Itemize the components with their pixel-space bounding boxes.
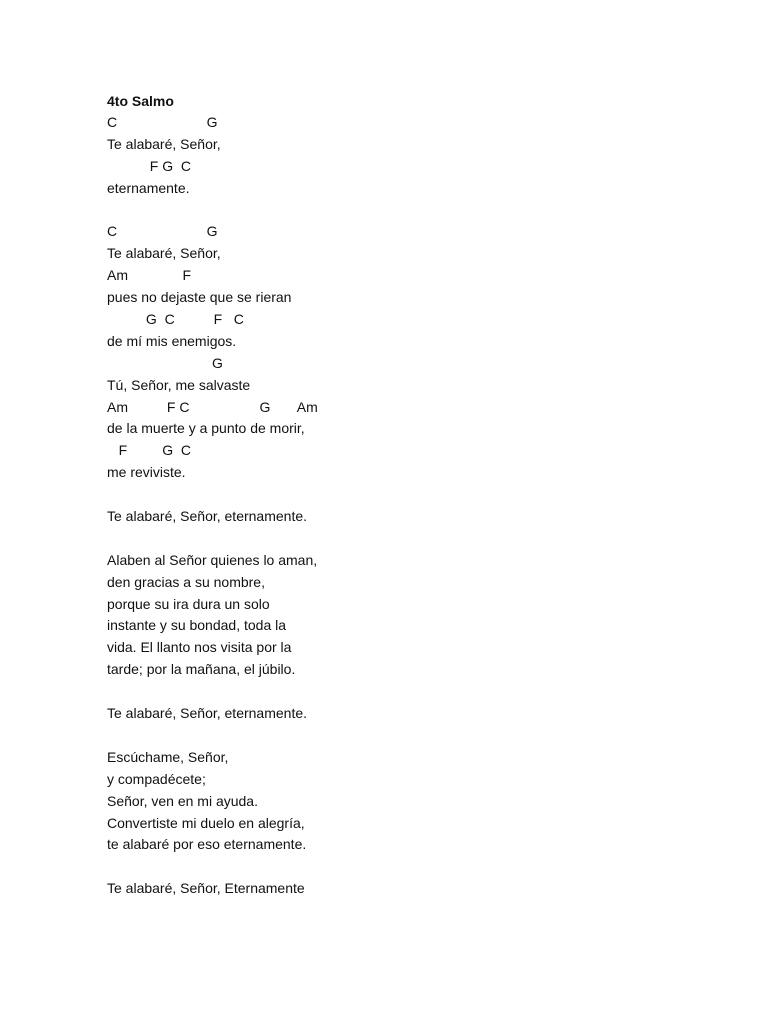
blank-line: [107, 528, 707, 550]
chord-line: Am F: [107, 267, 192, 284]
lyric-line: Señor, ven en mi ayuda.: [107, 792, 258, 809]
lyric-line: Escúchame, Señor,: [107, 748, 229, 765]
lyric-line: me reviviste.: [107, 464, 186, 481]
song-body: [107, 112, 707, 900]
lyric-line: de mí mis enemigos.: [107, 332, 237, 349]
chord-line: F G C: [107, 442, 192, 459]
lyric-line: Te alabaré, Señor, Eternamente: [107, 880, 305, 897]
lyric-line: Te alabaré, Señor, eternamente.: [107, 705, 308, 722]
lyric-line: Te alabaré, Señor,: [107, 135, 221, 152]
chord-line: G: [107, 354, 223, 371]
lyric-line: pues no dejaste que se rieran: [107, 289, 292, 306]
lyric-line: de la muerte y a punto de morir,: [107, 420, 305, 437]
lyric-line: Alaben al Señor quienes lo aman,: [107, 551, 318, 568]
blank-line: [107, 200, 707, 222]
lyric-line: den gracias a su nombre,: [107, 573, 265, 590]
chord-line: Am F C G Am: [107, 398, 318, 415]
lyric-line: tarde; por la mañana, el júbilo.: [107, 661, 296, 678]
blank-line: [107, 725, 707, 747]
chord-line: C G: [107, 114, 218, 130]
chord-line: C G: [107, 223, 218, 240]
lyric-line: te alabaré por eso eternamente.: [107, 836, 307, 853]
lyric-line: Convertiste mi duelo en alegría,: [107, 814, 305, 831]
lyric-line: instante y su bondad, toda la: [107, 617, 287, 634]
blank-line: [107, 856, 707, 878]
blank-line: [107, 681, 707, 703]
lyric-line: Te alabaré, Señor, eternamente.: [107, 508, 308, 525]
lyric-line: vida. El llanto nos visita por la: [107, 639, 292, 656]
chord-line: F G C: [107, 157, 192, 174]
document-page: [107, 90, 707, 900]
lyric-line: y compadécete;: [107, 770, 206, 787]
page-title: 4to Salmo: [107, 93, 174, 109]
lyric-line: Te alabaré, Señor,: [107, 245, 221, 262]
lyric-line: eternamente.: [107, 179, 190, 196]
lyric-line: porque su ira dura un solo: [107, 595, 270, 612]
blank-line: [107, 484, 707, 506]
chord-line: G C F C: [107, 311, 244, 328]
lyric-line: Tú, Señor, me salvaste: [107, 376, 251, 393]
